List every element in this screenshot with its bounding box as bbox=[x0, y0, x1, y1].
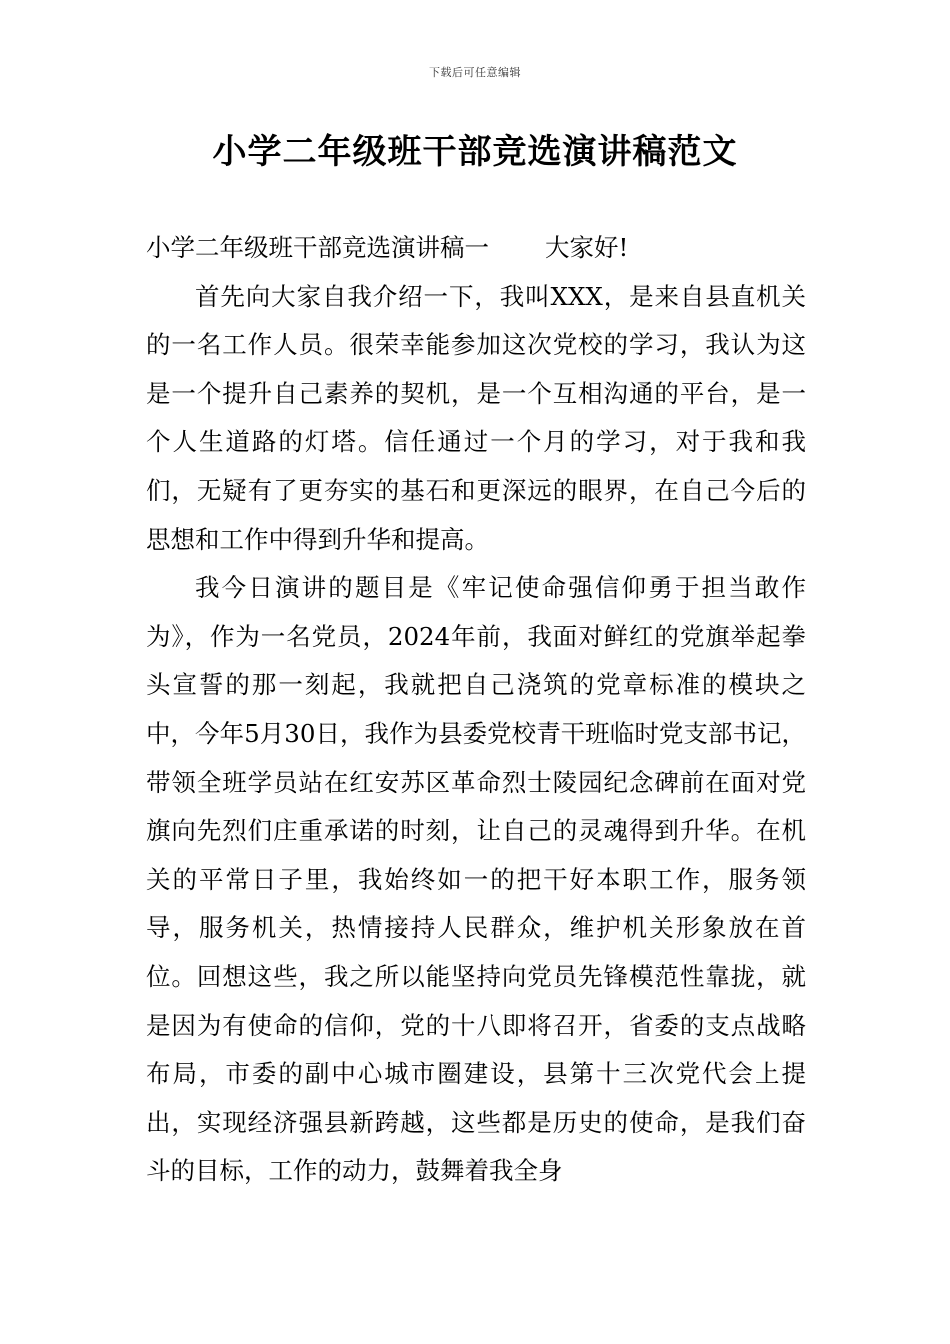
paragraph-2: 我今日演讲的题目是《牢记使命强信仰勇于担当敢作为》，作为一名党员，2024年前，我面对鲜红的党旗举起拳头宣誓的那一刻起，我就把自己浇筑的党章标准的模块之中，今年5月30日，我作为县委党校青干班临时党支部书记，带领全班学员站在红安苏区革命烈士陵园纪念碑前在面对党旗向先烈们庄重承诺的时刻，让自己的灵魂得到升华。在机关的平常日子里，我始终如一的把干好本职工作，服务领导，服务机关，热情接持人民群众，维护机关形象放在首位。回想这些，我之所以能坚持向党员先锋模范性靠拢，就是因为有使命的信仰，党的十八即将召开，省委的支点战略布局，市委的副中心城市圈建设，县第十三次党代会上提出，实现经济强县新跨越，这些都是历史的使命，是我们奋斗的目标，工作的动力，鼓舞着我全身 bbox=[146, 573, 806, 1186]
document-body bbox=[146, 224, 806, 1196]
paragraph-1: 首先向大家自我介绍一下，我叫XXX，是来自县直机关的一名工作人员。很荣幸能参加这次党校的学习，我认为这是一个提升自己素养的契机，是一个互相沟通的平台，是一个人生道路的灯塔。信任通过一个月的学习，对于我和我们，无疑有了更夯实的基石和更深远的眼界，在自己今后的思想和工作中得到升华和提高。 bbox=[146, 281, 806, 554]
header-note: 下载后可任意编辑 bbox=[429, 66, 521, 79]
document-title: 小学二年级班干部竞选演讲稿范文 bbox=[212, 132, 738, 172]
greeting: 大家好! bbox=[545, 233, 629, 262]
speech-subtitle: 小学二年级班干部竞选演讲稿一 bbox=[146, 233, 489, 262]
opening-line bbox=[146, 224, 806, 273]
